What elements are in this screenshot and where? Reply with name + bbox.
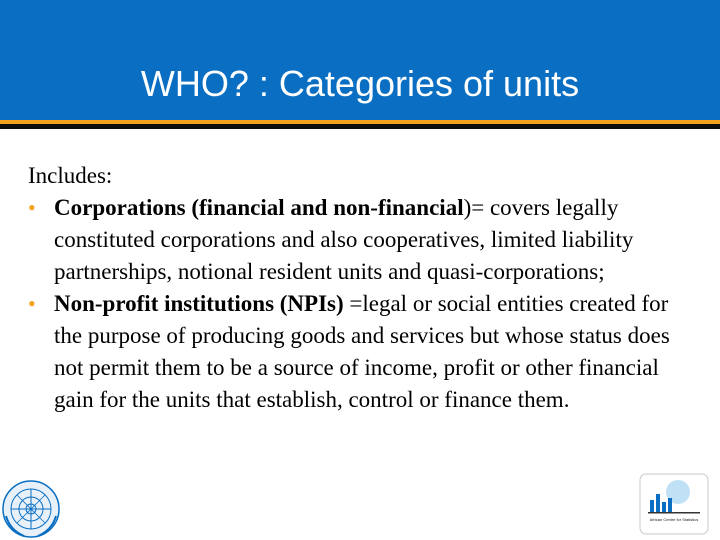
divider-rule <box>0 124 720 129</box>
bullet-corporations <box>28 192 698 288</box>
slide-body <box>28 160 698 416</box>
african-centre-for-statistics-logo <box>638 472 710 536</box>
bullet-text: =legal or social entities created for the purpose of producing goods and services but whose status does not permit them to be a source of income, profit or other financial gain for the units that establish, control or finance them. <box>54 291 670 412</box>
bullet-heading: Non-profit institutions (NPIs) <box>54 291 344 316</box>
bullet-list <box>28 192 698 416</box>
bullet-icon: • <box>28 195 36 220</box>
bullet-npis <box>28 288 698 416</box>
slide-title: WHO? : Categories of units <box>140 63 580 104</box>
bullet-icon: • <box>28 291 36 316</box>
un-emblem-icon <box>0 478 62 540</box>
bullet-text: )= covers legally constituted corporations and also cooperatives, limited liability partnerships, notional resident units and quasi-corporations; <box>54 195 634 284</box>
intro-text: Includes: <box>28 163 113 188</box>
bullet-heading: Corporations (financial and non-financial <box>54 195 464 220</box>
aisa-logo-text: African Centre for Statistics <box>649 517 699 522</box>
title-banner <box>0 0 720 120</box>
